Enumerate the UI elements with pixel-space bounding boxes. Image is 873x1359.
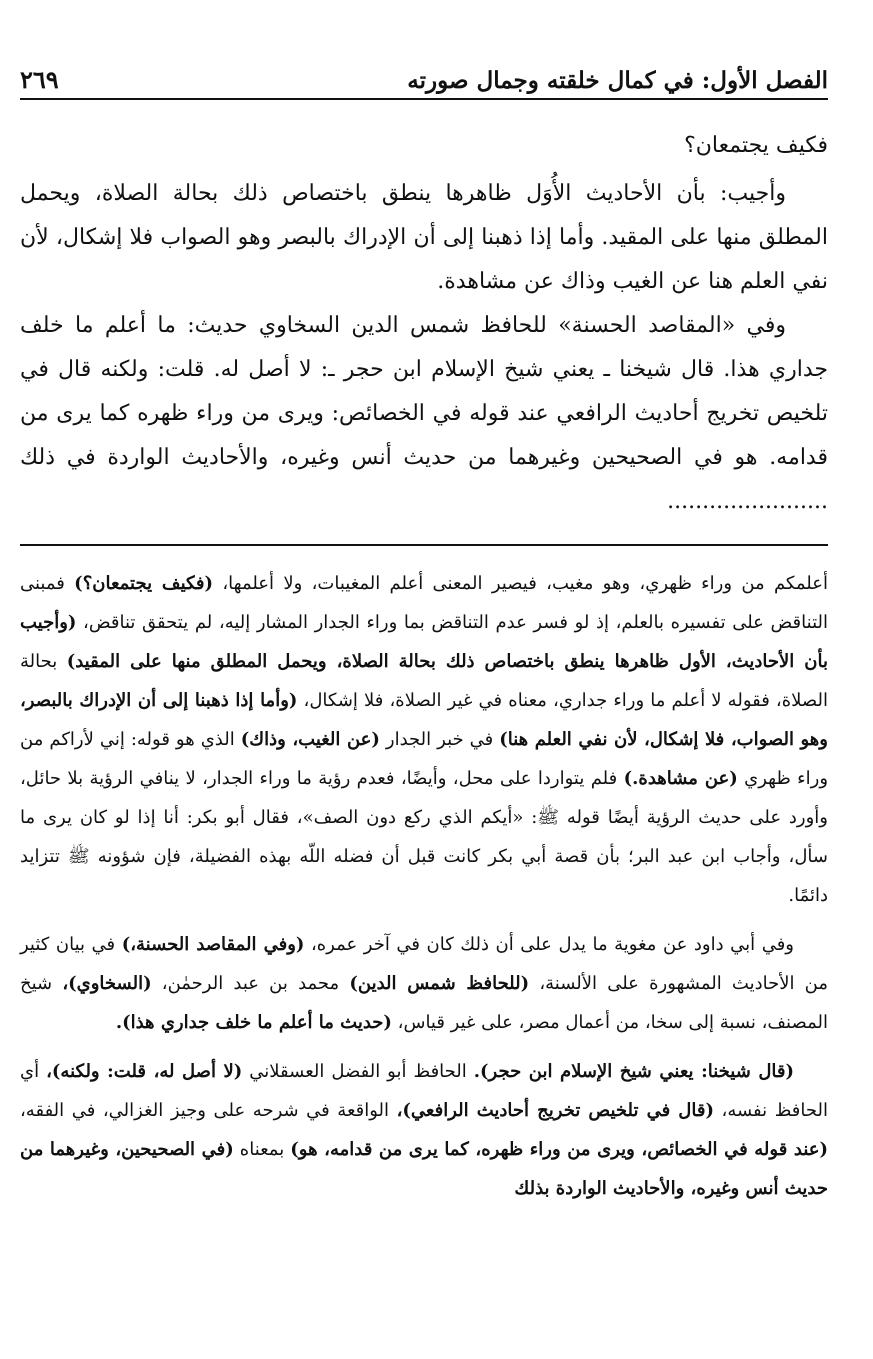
question-line: فكيف يجتمعان؟ bbox=[684, 133, 828, 158]
commentary-segment: فمبنى التناقض على تفسيره بالعلم، إذ لو فسر عدم التناقض بما وراء الجدار المشار إليه، لم يتحقق تناقض، bbox=[20, 573, 828, 633]
ellipsis-dots: ....................... bbox=[667, 489, 828, 514]
quoted-matn-segment: (عن مشاهدة.) bbox=[623, 768, 738, 789]
commentary-segment: بحالة الصلاة، فقوله لا أعلم ما وراء جداري، معناه في غير الصلاة، فلا إشكال، bbox=[20, 651, 829, 711]
commentary bbox=[20, 564, 828, 1208]
commentary-segment: محمد بن عبد الرحمٰن، bbox=[151, 973, 350, 994]
quoted-matn-segment: (قال شيخنا: يعني شيخ الإسلام ابن حجر). bbox=[473, 1061, 794, 1082]
commentary-segment: فلم يتواردا على محل، وأيضًا، فعدم رؤية ما وراء الجدار، لا ينافي الرؤية بلا حائل، وأورد على حديث الرؤية أيضًا قوله ﷺ: «أيكم الذي ركع دون الصف»، فقال أبو بكر: أنا إذا لو كان يرى ما سأل، وأجاب ابن عبد البر؛ بأن قصة أبي بكر كانت قبل أن فضله اللّه بهذه الفضيلة، فإن شؤونه ﷺ تتزايد دائمًا. bbox=[20, 768, 828, 906]
page-number: ٢٦٩ bbox=[20, 65, 59, 94]
commentary-segment: أعلمكم من وراء ظهري، وهو مغيب، فيصير المعنى أعلم المغيبات، ولا أعلمها، bbox=[213, 573, 828, 594]
quoted-matn-segment: (وأجيب بأن الأحاديث، الأول ظاهرها ينطق باختصاص ذلك بحالة الصلاة، ويحمل المطلق منها على المقيد) bbox=[20, 612, 828, 672]
quoted-matn-segment: (السخاوي)، bbox=[62, 973, 152, 994]
running-header bbox=[20, 58, 828, 100]
quoted-matn-segment: (للحافظ شمس الدين) bbox=[349, 973, 530, 994]
main-paragraph: وأجيب: بأن الأحاديث الأُوَل ظاهرها ينطق باختصاص ذلك بحالة الصلاة، ويحمل المطلق منها على المقيد. وأما إذا ذهبنا إلى أن الإدراك بالبصر وهو الصواب فلا إشكال، لأن نفي العلم هنا عن الغيب وذاك عن مشاهدة. bbox=[20, 181, 828, 294]
quoted-matn-segment: (عند قوله في الخصائص، ويرى من وراء ظهره، كما يرى من قدامه، هو) bbox=[290, 1139, 829, 1160]
commentary-segment: الحافظ أبو الفضل العسقلاني bbox=[242, 1061, 474, 1082]
quoted-matn-segment: (قال في تلخيص تخريج أحاديث الرافعي)، bbox=[396, 1100, 714, 1121]
commentary-segment: شيخ المصنف، نسبة إلى سخا، من أعمال مصر، على غير قياس، bbox=[20, 973, 828, 1033]
commentary-paragraph bbox=[20, 564, 828, 915]
quoted-matn-segment: (وأما إذا ذهبنا إلى أن الإدراك بالبصر، وهو الصواب، فلا إشكال، لأن نفي العلم هنا) bbox=[20, 690, 828, 750]
commentary-segment: أي الحافظ نفسه، bbox=[20, 1061, 829, 1121]
quoted-matn-segment: (في الصحيحين، وغيرهما من حديث أنس وغيره، والأحاديث الواردة بذلك bbox=[20, 1139, 828, 1199]
main-paragraph bbox=[20, 304, 828, 524]
commentary-segment: الواقعة في شرحه على وجيز الغزالي، في الفقه، bbox=[20, 1100, 397, 1121]
commentary-segment: في بيان كثير من الأحاديث المشهورة على الألسنة، bbox=[20, 934, 828, 994]
commentary-segment: بمعناه bbox=[233, 1139, 291, 1160]
main-paragraph-text: وفي «المقاصد الحسنة» للحافظ شمس الدين السخاوي حديث: ما أعلم ما خلف جداري هذا. قال شيخنا ـ يعني شيخ الإسلام ابن حجر ـ: لا أصل له. قلت: ولكنه قال في تلخيص تخريج أحاديث الرافعي عند قوله في الخصائص: ويرى من وراء ظهره كما يرى من قدامه. هو في الصحيحين وغيرهما من حديث أنس وغيره، والأحاديث الواردة في ذلك bbox=[20, 313, 828, 470]
footnote-separator bbox=[20, 544, 828, 546]
book-page bbox=[20, 58, 828, 1218]
quoted-matn-segment: (وفي المقاصد الحسنة،) bbox=[121, 934, 305, 955]
chapter-title: الفصل الأول: في كمال خلقته وجمال صورته bbox=[407, 67, 828, 94]
commentary-paragraph bbox=[20, 1052, 828, 1208]
commentary-segment: في خبر الجدار bbox=[379, 729, 500, 750]
commentary-paragraph bbox=[20, 925, 828, 1042]
commentary-segment: الذي هو قوله: إني لأراكم من وراء ظهري bbox=[20, 729, 829, 789]
main-text bbox=[20, 124, 828, 524]
quoted-matn-segment: (عن الغيب، وذاك) bbox=[240, 729, 380, 750]
quoted-matn-segment: (حديث ما أعلم ما خلف جداري هذا). bbox=[115, 1012, 392, 1033]
commentary-segment: وفي أبي داود عن مغوية ما يدل على أن ذلك كان في آخر عمره، bbox=[304, 934, 794, 955]
quoted-matn-segment: (لا أصل له، قلت: ولكنه)، bbox=[46, 1061, 243, 1082]
quoted-matn-segment: (فكيف يجتمعان؟) bbox=[74, 573, 214, 594]
